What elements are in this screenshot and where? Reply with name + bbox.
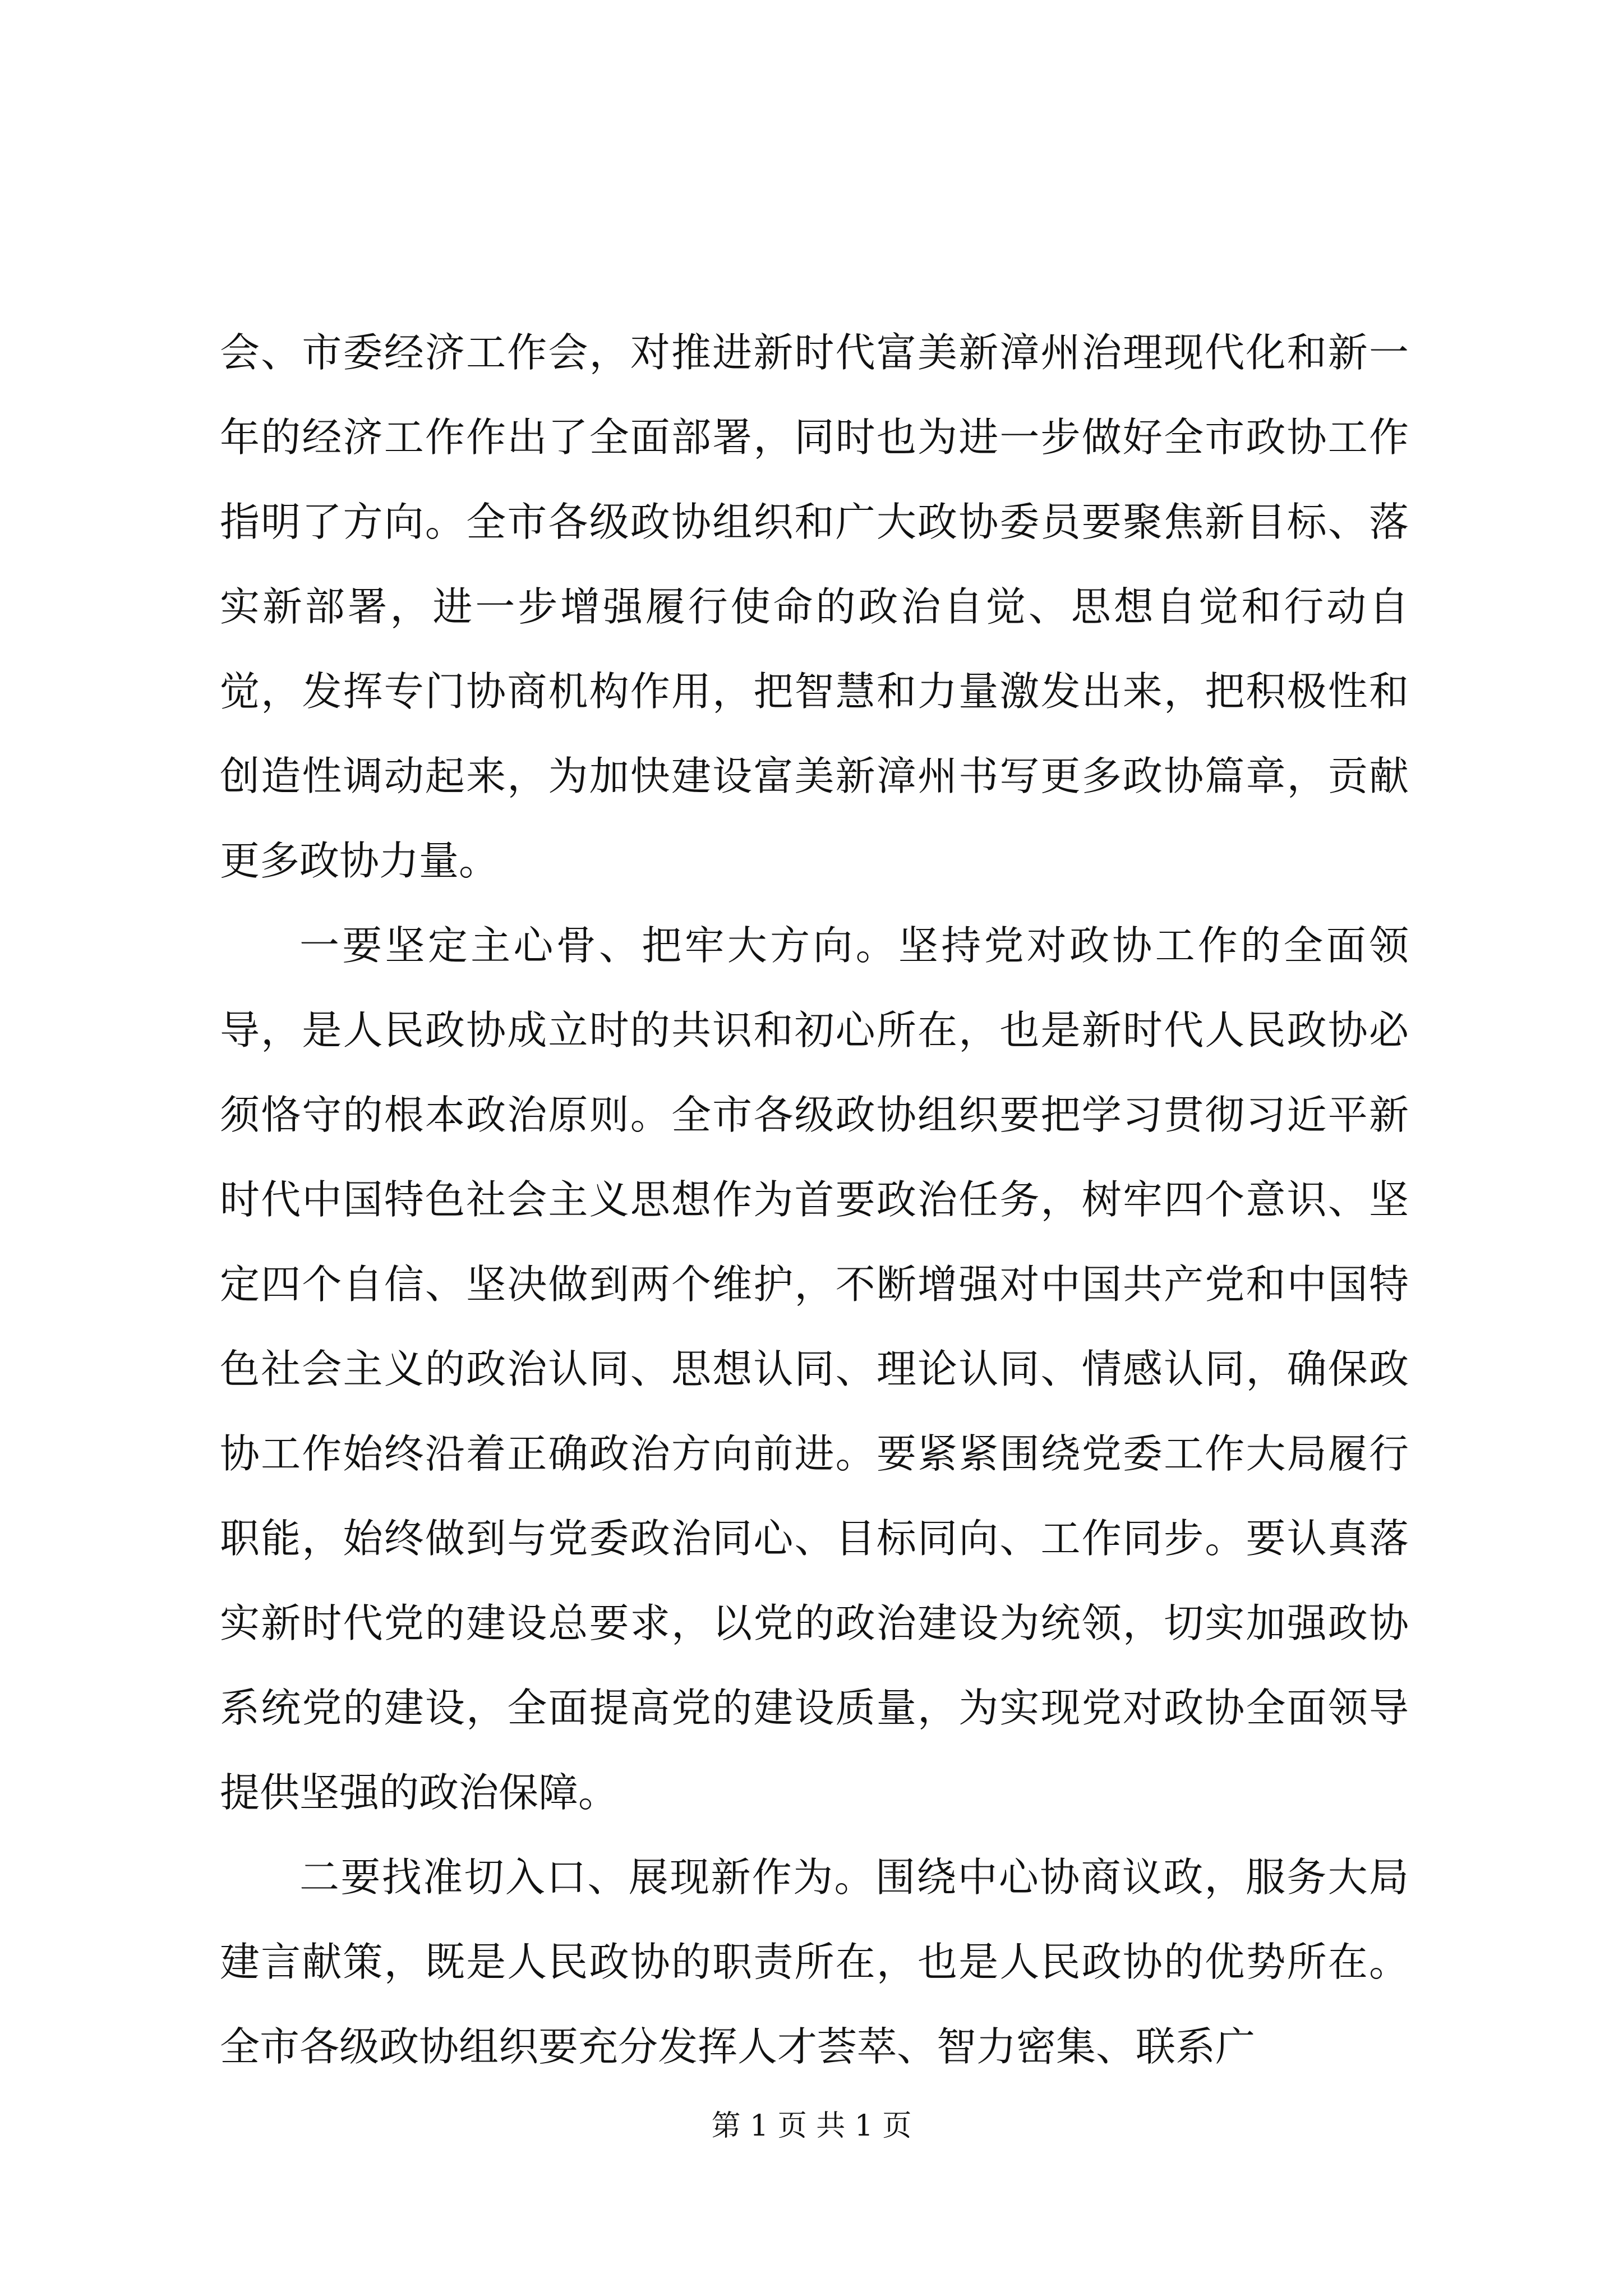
page-number-footer: 第 1 页 共 1 页 <box>711 2109 912 2143</box>
document-body <box>220 310 1409 2089</box>
paragraph-point-two: 二要找准切入口、展现新作为。围绕中心协商议政，服务大局建言献策，既是人民政协的职责所在，也是人民政协的优势所在。全市各级政协组织要充分发挥人才荟萃、智力密集、联系广 <box>220 1854 1409 2070</box>
paragraph-continuation: 会、市委经济工作会，对推进新时代富美新漳州治理现代化和新一年的经济工作作出了全面部署，同时也为进一步做好全市政协工作指明了方向。全市各级政协组织和广大政协委员要聚焦新目标、落实新部署，进一步增强履行使命的政治自觉、思想自觉和行动自觉，发挥专门协商机构作用，把智慧和力量激发出来，把积极性和创造性调动起来，为加快建设富美新漳州书写更多政协篇章，贡献更多政协力量。 <box>220 329 1409 884</box>
paragraph-point-one: 一要坚定主心骨、把牢大方向。坚持党对政协工作的全面领导，是人民政协成立时的共识和初心所在，也是新时代人民政协必须恪守的根本政治原则。全市各级政协组织要把学习贯彻习近平新时代中国特色社会主义思想作为首要政治任务，树牢四个意识、坚定四个自信、坚决做到两个维护，不断增强对中国共产党和中国特色社会主义的政治认同、思想认同、理论认同、情感认同，确保政协工作始终沿着正确政治方向前进。要紧紧围绕党委工作大局履行职能，始终做到与党委政治同心、目标同向、工作同步。要认真落实新时代党的建设总要求，以党的政治建设为统领，切实加强政协系统党的建设，全面提高党的建设质量，为实现党对政协全面领导提供坚强的政治保障。 <box>220 922 1409 1816</box>
